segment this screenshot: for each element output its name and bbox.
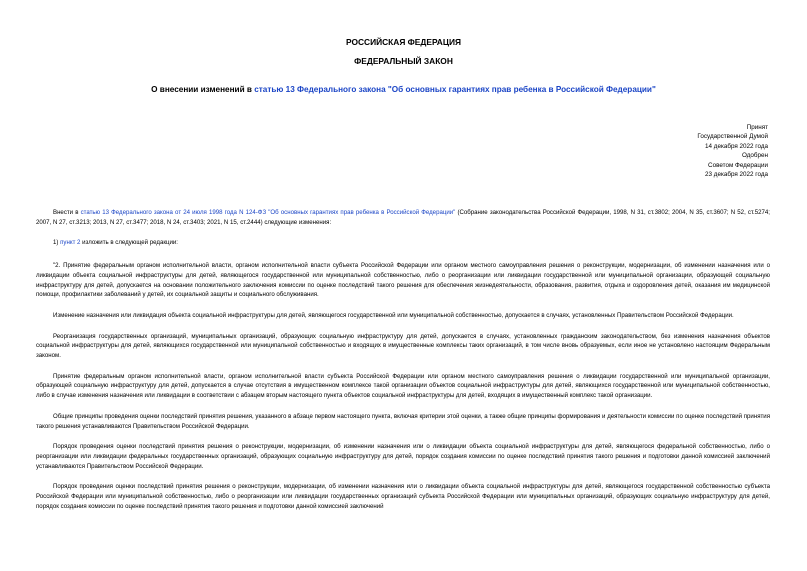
adoption-line: Советом Федерации bbox=[708, 161, 768, 169]
law-title bbox=[0, 84, 807, 95]
adoption-block bbox=[697, 123, 768, 179]
law-title-prefix: О внесении изменений в bbox=[151, 85, 255, 94]
intro-link[interactable]: статью 13 Федерального закона от 24 июля 1998 года N 124-ФЗ "Об основных гарантиях прав ребенка в Российской Федерации" bbox=[80, 209, 456, 216]
body-paragraph: Принятие федеральным органом исполнительной власти, органом исполнительной власти субъекта Российской Федерации или органом местного самоуправления решения о ликвидации государственной или муниципальной организации, образующей социальную инфраструктуру для детей, допускается в случае отсутствия в имущественном комплексе такой организации объектов социальной инфраструктуры для детей, являющихся государственной или муниципальной собственностью, либо в случае изменения назначения или ликвидации в соответствии с абзацем вторым настоящего пункта объектов социальной инфраструктуры для детей, входящих в имущественный комплекс такой организации. bbox=[36, 372, 770, 400]
adoption-line: Принят bbox=[746, 124, 768, 131]
country-heading: РОССИЙСКАЯ ФЕДЕРАЦИЯ bbox=[345, 37, 462, 47]
document-body bbox=[36, 208, 770, 522]
item-1-paragraph bbox=[36, 238, 770, 248]
item-1-prefix: 1) bbox=[53, 239, 61, 247]
document-type-heading: ФЕДЕРАЛЬНЫЙ ЗАКОН bbox=[354, 56, 453, 66]
adoption-line: 23 декабря 2022 года bbox=[705, 171, 768, 179]
adoption-line: 14 декабря 2022 года bbox=[705, 142, 768, 150]
intro-suffix: (Собрание законодательства Российской Федерации, 1998, N 31, ст.3802; 2004, N 35, ст.3607; N 52, ст.5274; 2007, N 27, ст.3213; 2013, N 27, ст.3477; 2018, N 24, ст.3403; 2021, N 15, ст.2444) следующие изменения: bbox=[36, 209, 770, 226]
body-paragraph: Порядок проведения оценки последствий принятия решения о реконструкции, модернизации, об изменении назначения или о ликвидации объекта социальной инфраструктуры для детей, являющегося федеральной собственностью, либо о реорганизации или ликвидации федеральных государственных организаций, образующих социальную инфраструктуру для детей, порядок создания комиссии по оценке последствий принятия такого решения и подготовки данной комиссией заключений устанавливаются Правительством Российской Федерации. bbox=[36, 443, 770, 470]
item-1-link[interactable]: пункт 2 bbox=[60, 239, 81, 247]
body-paragraph: Изменение назначения или ликвидация объекта социальной инфраструктуры для детей, являющегося государственной или муниципальной собственностью, допускается в случаях, установленных Правительством Российской Федерации. bbox=[53, 311, 734, 319]
body-paragraph: Порядок проведения оценки последствий принятия решения о реконструкции, модернизации, об изменении назначения или о ликвидации объекта социальной инфраструктуры для детей, являющегося государственной собственностью субъекта Российской Федерации или муниципальной собственностью, либо о реорганизации или ликвидации государственных организаций субъекта Российской Федерации или муниципальных организаций, образующих социальную инфраструктуру для детей, порядок создания комиссии по оценке последствий принятия такого решения и подготовки данной комиссией заключений bbox=[36, 483, 770, 510]
body-paragraph: "2. Принятие федеральным органом исполнительной власти, органом исполнительной власти субъекта Российской Федерации или органом местного самоуправления решения о реконструкции, модернизации, об изменении назначения или о ликвидации объекта социальной инфраструктуры для детей, являющегося государственной или муниципальной собственностью, либо о реорганизации или ликвидации государственной или муниципальной организации, образующей социальную инфраструктуру для детей, допускается на основании положительного заключения комиссии по оценке последствий такого решения для обеспечения жизнедеятельности, образования, развития, отдыха и оздоровления детей, оказания им медицинской помощи, профилактики заболеваний у детей, их социальной защиты и социального обслуживания. bbox=[36, 262, 770, 299]
intro-paragraph bbox=[36, 208, 770, 227]
law-title-link[interactable]: статью 13 Федерального закона "Об основных гарантиях прав ребенка в Российской Федерации" bbox=[254, 85, 656, 94]
body-paragraph: Общие принципы проведения оценки последствий принятия решения, указанного в абзаце первом настоящего пункта, включая критерии этой оценки, а также общие принципы формирования и деятельности комиссии по оценке последствий принятия такого решения устанавливаются Правительством Российской Федерации. bbox=[36, 412, 770, 430]
body-paragraph: Реорганизация государственных организаций, муниципальных организаций, образующих социальную инфраструктуру для детей, допускается в случаях, установленных гражданским законодательством, без изменения назначения объектов социальной инфраструктуры для детей, являющихся государственной или муниципальной собственностью и входящих в имущественные комплексы таких организаций, в том числе вновь образуемых, если иное не установлено настоящим Федеральным законом. bbox=[36, 332, 770, 360]
item-1-suffix: изложить в следующей редакции: bbox=[80, 239, 178, 247]
adoption-line: Одобрен bbox=[741, 152, 768, 160]
adoption-line: Государственной Думой bbox=[697, 133, 768, 141]
intro-prefix: Внести в bbox=[53, 209, 81, 216]
